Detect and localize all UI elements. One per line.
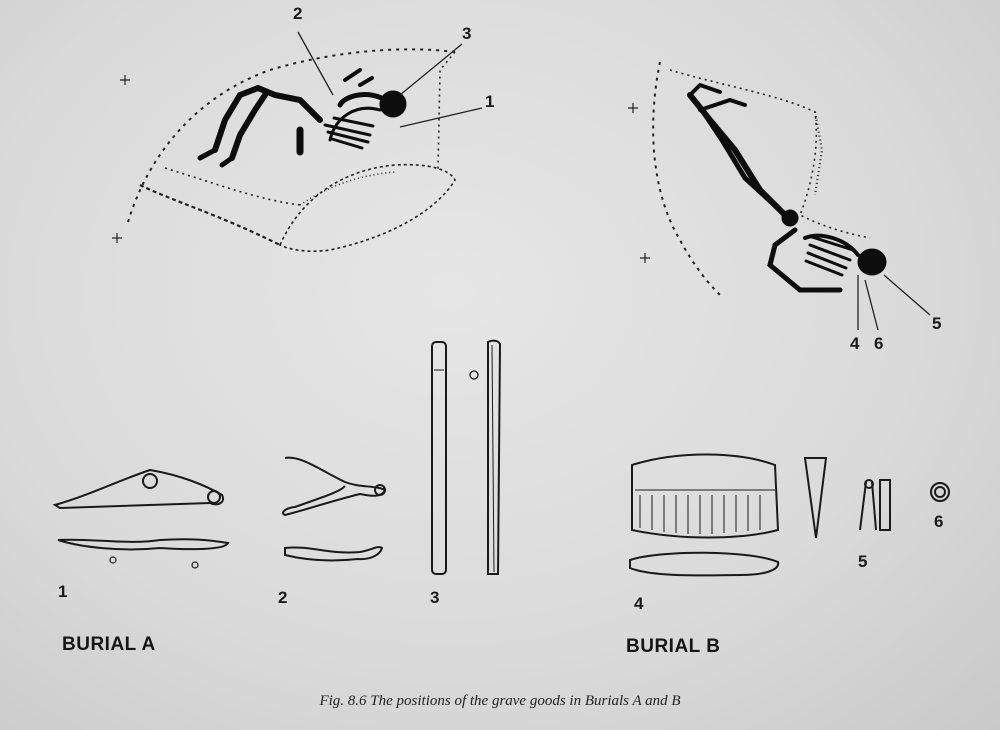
item-label-4: 4 <box>634 594 644 613</box>
item-label-2: 2 <box>278 588 288 607</box>
figure-caption: Fig. 8.6 The positions of the grave goods in Burials A and B <box>319 693 681 709</box>
burial-b-title: BURIAL B <box>626 636 721 657</box>
callout-5: 5 <box>932 314 942 333</box>
item-2-pin <box>283 458 385 561</box>
item-comb-fragment <box>805 458 826 538</box>
burial-a-grave-plan <box>112 49 455 251</box>
item-label-6: 6 <box>934 512 944 531</box>
callout-2: 2 <box>293 4 303 23</box>
item-label-5: 5 <box>858 552 868 571</box>
callout-1: 1 <box>485 92 495 111</box>
burial-a-title: BURIAL A <box>62 634 156 655</box>
item-6-ring <box>931 483 949 501</box>
item-label-1: 1 <box>58 582 68 601</box>
burial-a-skeleton <box>200 70 406 165</box>
item-5-tweezers <box>860 480 890 530</box>
item-label-3: 3 <box>430 588 440 607</box>
burial-b-callout-lines <box>858 275 930 330</box>
callout-4: 4 <box>850 334 860 353</box>
item-3-rod <box>432 341 500 574</box>
callout-6: 6 <box>874 334 884 353</box>
callout-3: 3 <box>462 24 472 43</box>
burial-b-skeleton <box>690 85 886 290</box>
item-1-brooch <box>55 470 228 568</box>
item-4-comb <box>630 454 778 575</box>
